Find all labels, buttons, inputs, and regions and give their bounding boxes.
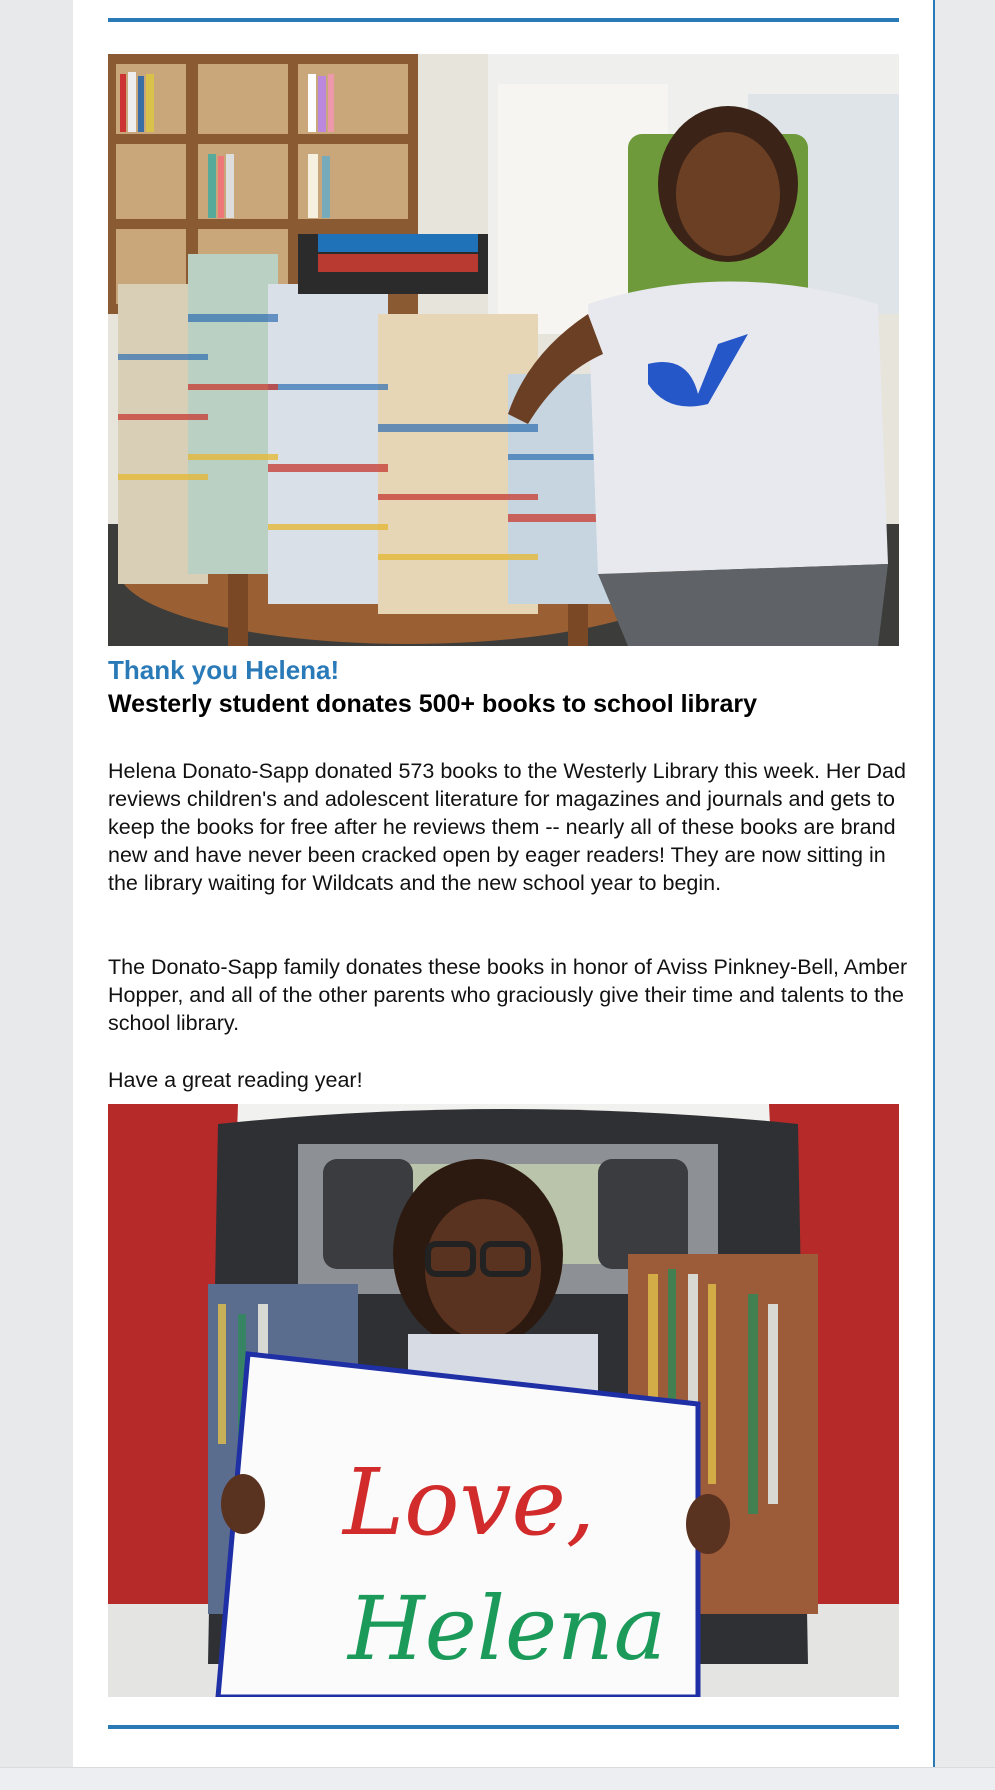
- bottom-divider: [108, 1725, 899, 1729]
- article-paragraph: The Donato-Sapp family donates these books in honor of Aviss Pinkney-Bell, Amber Hopper, and all of the other parents who graciously give their time and talents to the school library.: [108, 955, 908, 1035]
- article-paragraph: Helena Donato-Sapp donated 573 books to the Westerly Library this week. Her Dad reviews children's and adolescent literature for magazines and journals and gets to keep the books for free after he reviews them -- nearly all of these books are brand new and have never been cracked open by eager readers! They are now sitting in the library waiting for Wildcats and the new school year to begin.: [108, 759, 906, 895]
- svg-text:Love,: Love,: [343, 1449, 596, 1556]
- student-in-car-photo: [108, 1104, 899, 1697]
- photo-student-in-car-trunk-icon: [108, 1104, 899, 1697]
- article-subheadline: Westerly student donates 500+ books to school library: [108, 690, 758, 718]
- article-headline: Thank you Helena!: [108, 655, 340, 685]
- left-gutter: [0, 0, 73, 1767]
- email-content-card: [73, 0, 935, 1767]
- svg-text:Helena: Helena: [348, 1577, 667, 1680]
- student-with-books-photo: [108, 54, 899, 646]
- article-paragraph: Have a great reading year!: [108, 1068, 363, 1092]
- photo-student-with-book-stacks-icon: [108, 54, 899, 646]
- bottom-toolbar: [0, 1767, 995, 1790]
- top-divider: [108, 18, 899, 22]
